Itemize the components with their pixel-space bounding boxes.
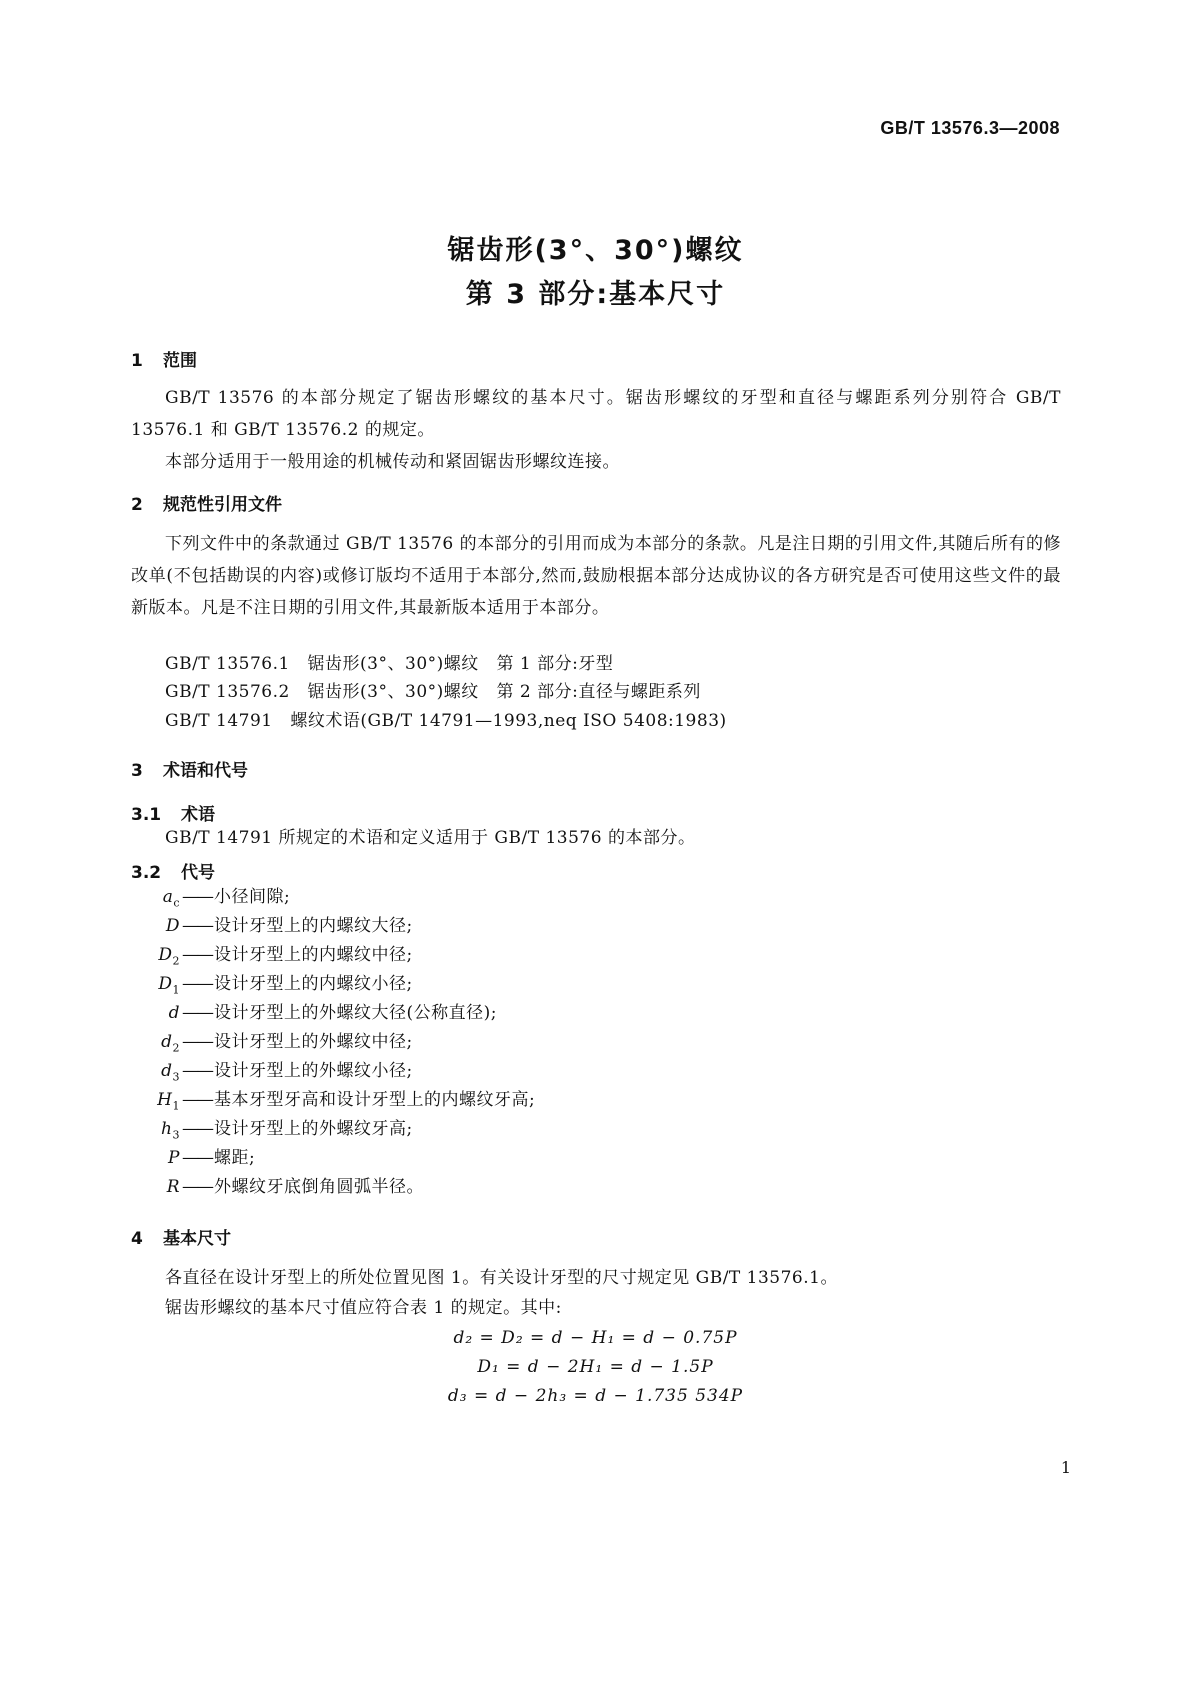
section-number: 2	[131, 495, 143, 515]
section-4-paragraph-2: 锯齿形螺纹的基本尺寸值应符合表 1 的规定。其中:	[165, 1298, 562, 1318]
symbol-description: 设计牙型上的外螺纹中径;	[214, 1032, 413, 1052]
symbol: P	[168, 1148, 180, 1168]
section-title: 基本尺寸	[163, 1229, 231, 1249]
symbol: $a_c$	[162, 887, 180, 910]
formula-3: d₃ = d − 2h₃ = d − 1.735 534P	[447, 1386, 744, 1406]
reference-item: GB/T 13576.1 锯齿形(3°、30°)螺纹 第 1 部分:牙型	[165, 654, 614, 674]
section-title: 范围	[163, 351, 197, 371]
section-number: 3.1	[131, 805, 162, 825]
reference-item: GB/T 14791 螺纹术语(GB/T 14791—1993,neq ISO 5408:1983)	[165, 711, 727, 731]
section-3-heading	[131, 756, 248, 781]
section-title: 规范性引用文件	[163, 495, 282, 515]
standard-code: GB/T 13576.3—2008	[880, 118, 1060, 138]
symbol-description: 设计牙型上的内螺纹大径;	[214, 916, 413, 936]
definition-dash: ——	[182, 945, 212, 965]
symbol: $D_1$	[158, 974, 180, 997]
symbol-description: 小径间隙;	[214, 887, 291, 907]
symbol: d	[168, 1003, 180, 1023]
definition-dash: ——	[182, 916, 212, 936]
symbol: D	[165, 916, 180, 936]
section-title: 代号	[181, 863, 215, 883]
section-4-paragraph-1: 各直径在设计牙型上的所处位置见图 1。有关设计牙型的尺寸规定见 GB/T 13576.1。	[165, 1268, 838, 1288]
symbol: $H_1$	[157, 1090, 180, 1113]
formula-1: d₂ = D₂ = d − H₁ = d − 0.75P	[453, 1328, 738, 1348]
definition-dash: ——	[182, 1177, 212, 1197]
formula-2: D₁ = d − 2H₁ = d − 1.5P	[477, 1357, 714, 1377]
symbol: $d_2$	[161, 1032, 180, 1055]
section-1-heading	[131, 346, 197, 371]
document-title-line2: 第 3 部分:基本尺寸	[465, 279, 726, 310]
definition-dash: ——	[182, 1090, 212, 1110]
symbol-description: 基本牙型牙高和设计牙型上的内螺纹牙高;	[214, 1090, 536, 1110]
section-4-heading	[131, 1224, 231, 1249]
symbol-description: 外螺纹牙底倒角圆弧半径。	[214, 1177, 424, 1197]
reference-item: GB/T 13576.2 锯齿形(3°、30°)螺纹 第 2 部分:直径与螺距系列	[165, 682, 701, 702]
symbol-description: 螺距;	[214, 1148, 256, 1168]
symbol-description: 设计牙型上的外螺纹大径(公称直径);	[214, 1003, 497, 1023]
definition-dash: ——	[182, 1003, 212, 1023]
section-3-2-heading	[131, 858, 215, 883]
section-title: 术语	[181, 805, 215, 825]
symbol-definition	[150, 1143, 255, 1173]
definition-dash: ——	[182, 1119, 212, 1139]
section-1-paragraph-1: GB/T 13576 的本部分规定了锯齿形螺纹的基本尺寸。锯齿形螺纹的牙型和直径与螺距系列分别符合 GB/T 13576.1 和 GB/T 13576.2 的规定。	[131, 388, 1061, 440]
symbol: R	[166, 1177, 180, 1197]
symbol: $D_2$	[158, 945, 180, 968]
symbol-description: 设计牙型上的外螺纹小径;	[214, 1061, 413, 1081]
section-3-1-paragraph: GB/T 14791 所规定的术语和定义适用于 GB/T 13576 的本部分。	[165, 828, 696, 848]
definition-dash: ——	[182, 1032, 212, 1052]
section-title: 术语和代号	[163, 761, 248, 781]
section-number: 3	[131, 761, 143, 781]
symbol: $h_3$	[161, 1119, 180, 1142]
section-2-heading	[131, 490, 282, 515]
symbol-definition	[150, 911, 413, 941]
symbol: $d_3$	[161, 1061, 180, 1084]
symbol-description: 设计牙型上的内螺纹中径;	[214, 945, 413, 965]
section-2-paragraph-1: 下列文件中的条款通过 GB/T 13576 的本部分的引用而成为本部分的条款。凡是注日期的引用文件,其随后所有的修改单(不包括勘误的内容)或修订版均不适用于本部分,然而,鼓励根据本部分达成协议的各方研究是否可使用这些文件的最新版本。凡是不注日期的引用文件,其最新版本适用于本部分。	[131, 534, 1061, 618]
section-number: 1	[131, 351, 143, 371]
symbol-description: 设计牙型上的内螺纹小径;	[214, 974, 413, 994]
definition-dash: ——	[182, 1148, 212, 1168]
symbol-definition	[150, 1172, 424, 1202]
symbol-definition	[150, 998, 497, 1028]
definition-dash: ——	[182, 974, 212, 994]
definition-dash: ——	[182, 887, 212, 907]
section-number: 4	[131, 1229, 143, 1249]
section-number: 3.2	[131, 863, 162, 883]
section-1-paragraph-2: 本部分适用于一般用途的机械传动和紧固锯齿形螺纹连接。	[165, 452, 620, 472]
definition-dash: ——	[182, 1061, 212, 1081]
symbol-description: 设计牙型上的外螺纹牙高;	[214, 1119, 413, 1139]
document-title-line1: 锯齿形(3°、30°)螺纹	[447, 235, 744, 266]
page-number: 1	[1060, 1458, 1071, 1477]
